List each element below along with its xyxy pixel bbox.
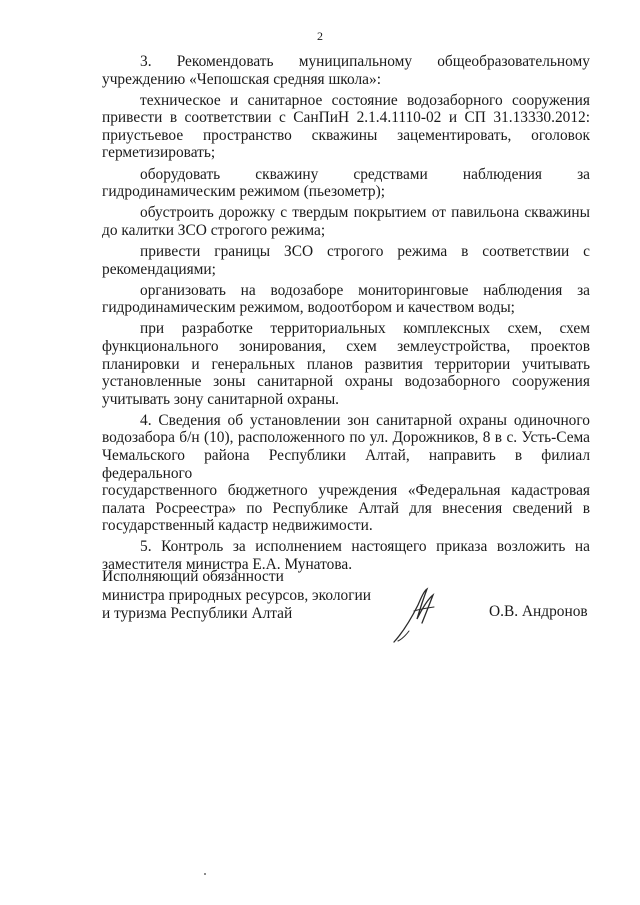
text-line: Чемальского района Республики Алтай, направить в филиал федерального [102, 446, 590, 482]
text-line: обустроить дорожку с твердым покрытием от павильона скважины [140, 204, 590, 222]
paragraph-item-3-equip [102, 166, 590, 201]
text-line: государственного бюджетного учреждения «Федеральная кадастровая [102, 482, 590, 500]
text-line: до калитки ЗСО строгого режима; [102, 221, 326, 239]
text-line: герметизировать; [102, 144, 216, 162]
text-line: 5. Контроль за исполнением настоящего приказа возложить на [140, 538, 590, 556]
text-line: заместителя министра Е.А. Мунатова. [102, 556, 353, 574]
paragraph-item-3-monitoring [102, 282, 590, 317]
position-line: Исполняющий обязанности [102, 568, 284, 585]
paragraph-item-4 [102, 412, 590, 535]
paragraph-item-3 [102, 53, 590, 88]
text-line: 3. Рекомендовать муниципальному общеобразовательному [140, 53, 590, 70]
text-line: приустьевое пространство скважины зацементировать, оголовок [102, 126, 590, 144]
page-number: 2 [317, 29, 323, 43]
paragraph-item-3-planning [102, 320, 590, 408]
text-line: организовать на водозаборе мониторинговые наблюдения за [140, 281, 590, 299]
text-line: государственный кадастр недвижимости. [102, 517, 373, 535]
text-line: учитывать зону санитарной охраны. [102, 390, 340, 408]
text-line: рекомендациями; [102, 260, 216, 278]
text-line: гидродинамическим режимом (пьезометр); [102, 183, 386, 201]
scan-speck [204, 873, 206, 875]
text-line: учреждению «Чепошская средняя школа»: [102, 70, 381, 88]
order-body-text [102, 53, 590, 577]
position-line: министра природных ресурсов, экологии [102, 586, 372, 604]
paragraph-item-3-borders [102, 243, 590, 278]
position-line: и туризма Республики Алтай [102, 605, 293, 622]
text-line: функционального зонирования, схем землеустройства, проектов [102, 337, 590, 355]
paragraph-item-3-technical [102, 92, 590, 162]
signer-name: О.В. Андронов [489, 603, 588, 620]
text-line: палата Росреестра» по Республике Алтай для внесения сведений в [102, 499, 590, 517]
text-line: гидродинамическим режимом, водоотбором и качеством воды; [102, 299, 515, 317]
signatory-position [102, 568, 371, 624]
text-line: техническое и санитарное состояние водозаборного сооружения [140, 91, 590, 109]
text-line: оборудовать скважину средствами наблюдения за [140, 165, 590, 183]
paragraph-item-3-path [102, 204, 590, 239]
text-line: при разработке территориальных комплексных схем, схем [140, 320, 590, 338]
text-line: привести в соответствии с СанПиН 2.1.4.1110-02 и СП 31.13330.2012: [102, 109, 590, 127]
text-line: планировки и генеральных планов развития территории учитывать [102, 355, 590, 373]
text-line: установленные зоны санитарной охраны водозаборного сооружения [102, 373, 590, 391]
text-line: водозабора б/н (10), расположенного по ул. Дорожников, 8 в с. Усть-Сема [102, 429, 590, 447]
handwritten-signature [384, 585, 444, 645]
text-line: 4. Сведения об установлении зон санитарной охраны одиночного [140, 411, 590, 429]
text-line: привести границы ЗСО строгого режима в соответствии с [140, 242, 590, 260]
